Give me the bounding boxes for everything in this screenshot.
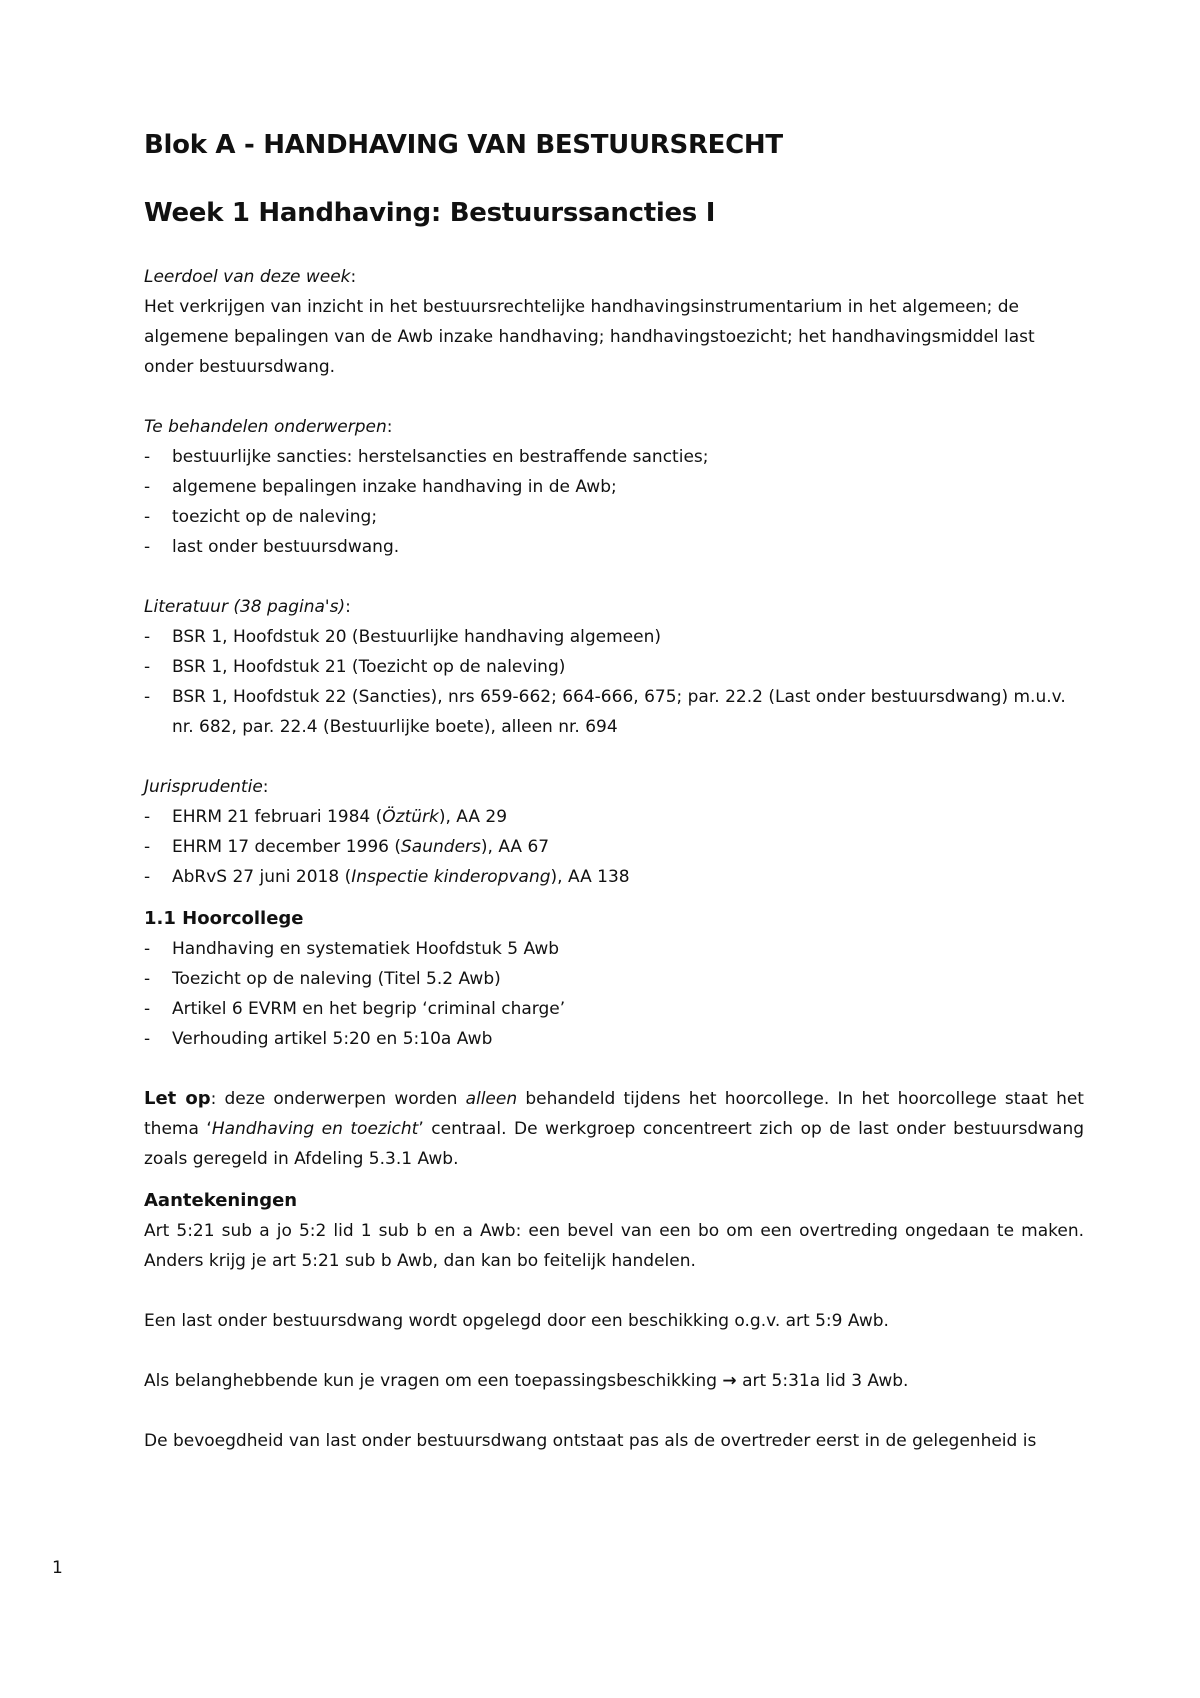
list-item: - Artikel 6 EVRM en het begrip ‘criminal charge’ <box>144 994 1084 1024</box>
jurisprudentie-colon: : <box>262 777 269 797</box>
aantekening-paragraph: Een last onder bestuursdwang wordt opgelegd door een beschikking o.g.v. art 5:9 Awb. <box>144 1311 889 1331</box>
list-item: - toezicht op de naleving; <box>144 502 1084 532</box>
literatuur-label: Literatuur (38 pagina's) <box>144 597 346 617</box>
case-name: Saunders <box>401 837 481 857</box>
case-name: Öztürk <box>382 807 439 827</box>
case-ref: ), AA 138 <box>550 867 630 887</box>
list-item: - BSR 1, Hoofdstuk 22 (Sancties), nrs 659-662; 664-666, 675; par. 22.2 (Last onder bestuursdwang) m.u.v. nr. 682, par. 22.4 (Bestuurlijke boete), alleen nr. 694 <box>144 682 1084 742</box>
list-item: - Handhaving en systematiek Hoofdstuk 5 Awb <box>144 934 1084 964</box>
arrow-icon: → <box>722 1371 737 1391</box>
leerdoel-colon: : <box>350 267 357 287</box>
aantekening-paragraph <box>144 1366 1084 1396</box>
block-title: Blok A - HANDHAVING VAN BESTUURSRECHT <box>144 130 783 160</box>
leerdoel-heading <box>144 262 1084 292</box>
onderwerpen-label: Te behandelen onderwerpen <box>144 417 387 437</box>
letop-text-2: behandeld tijdens het hoorcollege. In het hoorcollege staat het thema ‘ <box>144 1089 1084 1139</box>
case-text: EHRM 17 december 1996 ( <box>172 837 402 857</box>
list-item: - bestuurlijke sancties: herstelsancties en bestraffende sancties; <box>144 442 1084 472</box>
aantekeningen-heading: Aantekeningen <box>144 1190 298 1211</box>
jurisprudentie-list <box>144 802 1084 892</box>
week-title: Week 1 Handhaving: Bestuurssancties I <box>144 198 716 228</box>
aantekening-paragraph: Art 5:21 sub a jo 5:2 lid 1 sub b en a Awb: een bevel van een bo om een overtreding ongedaan te maken. Anders krijg je art 5:21 sub b Awb, dan kan bo feitelijk handelen. <box>144 1221 1084 1271</box>
leerdoel-text: Het verkrijgen van inzicht in het bestuursrechtelijke handhavingsinstrumentarium in het algemeen; de algemene bepalingen van de Awb inzake handhaving; handhavingstoezicht; het handhavingsmiddel last onder bestuursdwang. <box>144 297 1035 377</box>
leerdoel-label: Leerdoel van deze week <box>144 267 351 287</box>
literatuur-list <box>144 622 1084 742</box>
onderwerpen-colon: : <box>386 417 393 437</box>
letop-paragraph <box>144 1084 1084 1174</box>
letop-bold: Let op <box>144 1088 211 1109</box>
letop-italic-1: alleen <box>465 1089 518 1109</box>
list-item: - BSR 1, Hoofdstuk 21 (Toezicht op de naleving) <box>144 652 1084 682</box>
list-item <box>144 802 1084 832</box>
letop-text-3: ’ centraal. De werkgroep concentreert zich op de last onder bestuursdwang zoals geregeld in Afdeling 5.3.1 Awb. <box>144 1119 1085 1169</box>
aantekening-text: art 5:31a lid 3 Awb. <box>736 1371 909 1391</box>
case-ref: ), AA 67 <box>480 837 550 857</box>
case-text: EHRM 21 februari 1984 ( <box>172 807 383 827</box>
literatuur-colon: : <box>345 597 351 617</box>
literatuur-heading <box>144 592 1084 622</box>
jurisprudentie-label: Jurisprudentie <box>144 777 263 797</box>
letop-text-1: : deze onderwerpen worden <box>210 1089 466 1109</box>
case-name: Inspectie kinderopvang <box>351 867 551 887</box>
letop-italic-2: Handhaving en toezicht <box>211 1119 419 1139</box>
onderwerpen-heading <box>144 412 1084 442</box>
list-item: - algemene bepalingen inzake handhaving in de Awb; <box>144 472 1084 502</box>
case-text: AbRvS 27 juni 2018 ( <box>172 867 352 887</box>
list-item <box>144 832 1084 862</box>
document-page <box>144 130 1084 1456</box>
hoorcollege-list <box>144 934 1084 1054</box>
case-ref: ), AA 29 <box>438 807 508 827</box>
aantekening-paragraph: De bevoegdheid van last onder bestuursdwang ontstaat pas als de overtreder eerst in de gelegenheid is <box>144 1431 1037 1451</box>
onderwerpen-list <box>144 442 1084 562</box>
list-item: - BSR 1, Hoofdstuk 20 (Bestuurlijke handhaving algemeen) <box>144 622 1084 652</box>
list-item: - Verhouding artikel 5:20 en 5:10a Awb <box>144 1024 1084 1054</box>
list-item <box>144 862 1084 892</box>
aantekening-text: Als belanghebbende kun je vragen om een toepassingsbeschikking <box>144 1371 718 1391</box>
list-item: - Toezicht op de naleving (Titel 5.2 Awb) <box>144 964 1084 994</box>
page-number: 1 <box>52 1558 63 1578</box>
hoorcollege-heading: 1.1 Hoorcollege <box>144 908 304 929</box>
list-item: - last onder bestuursdwang. <box>144 532 1084 562</box>
jurisprudentie-heading <box>144 772 1084 802</box>
